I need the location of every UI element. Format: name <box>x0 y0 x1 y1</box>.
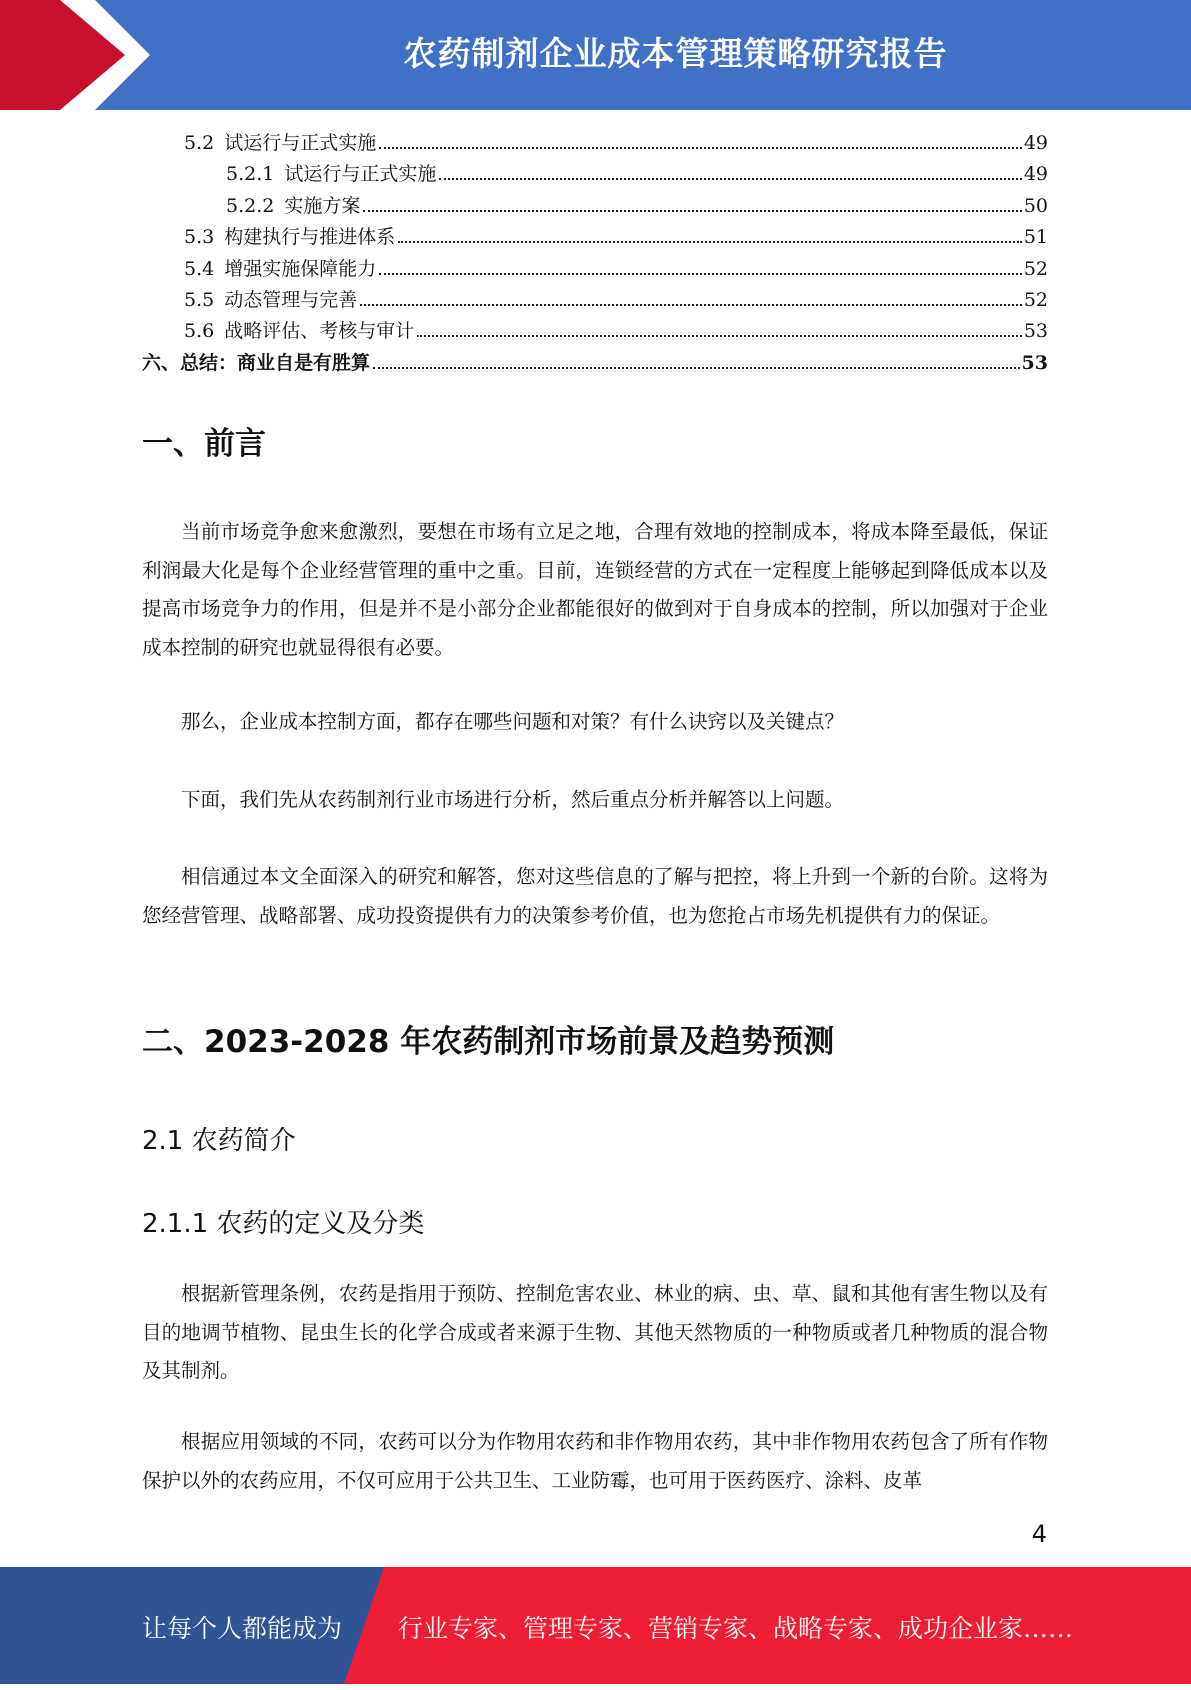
toc-dot-leader <box>417 335 1022 337</box>
toc-entry-page: 52 <box>1023 288 1048 311</box>
toc-entry-page: 53 <box>1021 351 1048 374</box>
toc-entry-label: 试运行与正式实施 <box>224 132 377 154</box>
paragraph: 那么，企业成本控制方面，都存在哪些问题和对策？有什么诀窍以及关键点？ <box>181 710 845 733</box>
toc-entry-number: 5.2 <box>184 132 215 154</box>
toc-entry-page: 53 <box>1023 320 1048 343</box>
toc-entry[interactable] <box>142 222 1048 253</box>
subsection-heading: 2.1 农药简介 <box>142 1126 296 1156</box>
toc-entry[interactable] <box>142 159 1048 190</box>
toc-entry-label: 战略评估、考核与审计 <box>224 320 415 343</box>
toc-entry[interactable] <box>142 254 1048 285</box>
toc-entry-label: 实施方案 <box>284 194 361 217</box>
toc-entry[interactable] <box>142 128 1048 159</box>
toc-entry[interactable] <box>142 285 1048 316</box>
toc-entry-label: 增强实施保障能力 <box>224 257 377 280</box>
toc-dot-leader <box>398 241 1022 243</box>
toc-entry-number: 5.3 <box>184 226 215 249</box>
toc-entry-label: 试运行与正式实施 <box>284 163 437 186</box>
paragraph: 下面，我们先从农药制剂行业市场进行分析，然后重点分析并解答以上问题。 <box>181 788 845 811</box>
section-heading-preface: 一、前言 <box>142 426 266 462</box>
page-footer <box>0 1567 1191 1684</box>
toc-dot-leader <box>363 210 1021 212</box>
paragraph: 当前市场竞争愈来愈激烈，要想在市场有立足之地，合理有效地的控制成本，将成本降至最低，保证利润最大化是每个企业经营管理的重中之重。目前，连锁经营的方式在一定程度上能够起到降低成本以及提高市场竞争力的作用，但是并不是小部分企业都能很好的做到对于自身成本的控制，所以加强对于企业成本控制的研究也就显得很有必要。 <box>142 520 1048 659</box>
toc-dot-leader <box>379 273 1022 275</box>
paragraph: 根据应用领域的不同，农药可以分为作物用农药和非作物用农药，其中非作物用农药包含了所有作物保护以外的农药应用，不仅可应用于公共卫生、工业防霉，也可用于医药医疗、涂料、皮革 <box>142 1430 1048 1492</box>
toc-entry-page: 50 <box>1023 194 1048 217</box>
toc-entry-number: 5.4 <box>184 257 215 280</box>
subsubsection-heading: 2.1.1 农药的定义及分类 <box>142 1209 425 1239</box>
toc-entry[interactable] <box>142 316 1048 347</box>
toc-entry-page: 49 <box>1023 163 1048 186</box>
page-header <box>0 0 1191 110</box>
toc-entry[interactable] <box>142 191 1048 222</box>
toc-entry-label: 六、总结：商业自是有胜算 <box>142 351 371 374</box>
table-of-contents <box>142 128 1048 379</box>
header-title: 农药制剂企业成本管理策略研究报告 <box>403 34 948 73</box>
toc-entry-number: 5.2.1 <box>226 163 275 186</box>
toc-entry-page: 52 <box>1023 257 1048 280</box>
toc-entry-label: 构建执行与推进体系 <box>224 226 396 249</box>
page-number: 4 <box>1031 1520 1047 1548</box>
toc-entry-number: 5.5 <box>184 288 215 311</box>
toc-entry[interactable] <box>142 348 1048 379</box>
toc-entry-number: 5.6 <box>184 320 215 343</box>
header-logo-chevron-icon <box>0 0 160 110</box>
footer-slogan-right: 行业专家、管理专家、营销专家、战略专家、成功企业家…… <box>398 1614 1074 1643</box>
toc-dot-leader <box>373 367 1020 369</box>
paragraph: 根据新管理条例，农药是指用于预防、控制危害农业、林业的病、虫、草、鼠和其他有害生物以及有目的地调节植物、昆虫生长的化学合成或者来源于生物、其他天然物质的一种物质或者几种物质的混合物及其制剂。 <box>142 1282 1048 1382</box>
toc-entry-label: 动态管理与完善 <box>224 288 358 311</box>
toc-dot-leader <box>439 178 1021 180</box>
toc-entry-number: 5.2.2 <box>226 194 275 217</box>
toc-entry-page: 49 <box>1023 132 1048 154</box>
paragraph: 相信通过本文全面深入的研究和解答，您对这些信息的了解与把控，将上升到一个新的台阶。这将为您经营管理、战略部署、成功投资提供有力的决策参考价值，也为您抢占市场先机提供有力的保证。 <box>142 865 1048 927</box>
footer-slogan-left: 让每个人都能成为 <box>142 1614 343 1643</box>
toc-dot-leader <box>360 304 1022 306</box>
section-heading-market-outlook: 二、2023-2028 年农药制剂市场前景及趋势预测 <box>142 1024 835 1060</box>
toc-entry-page: 51 <box>1023 226 1048 249</box>
toc-dot-leader <box>379 147 1022 149</box>
